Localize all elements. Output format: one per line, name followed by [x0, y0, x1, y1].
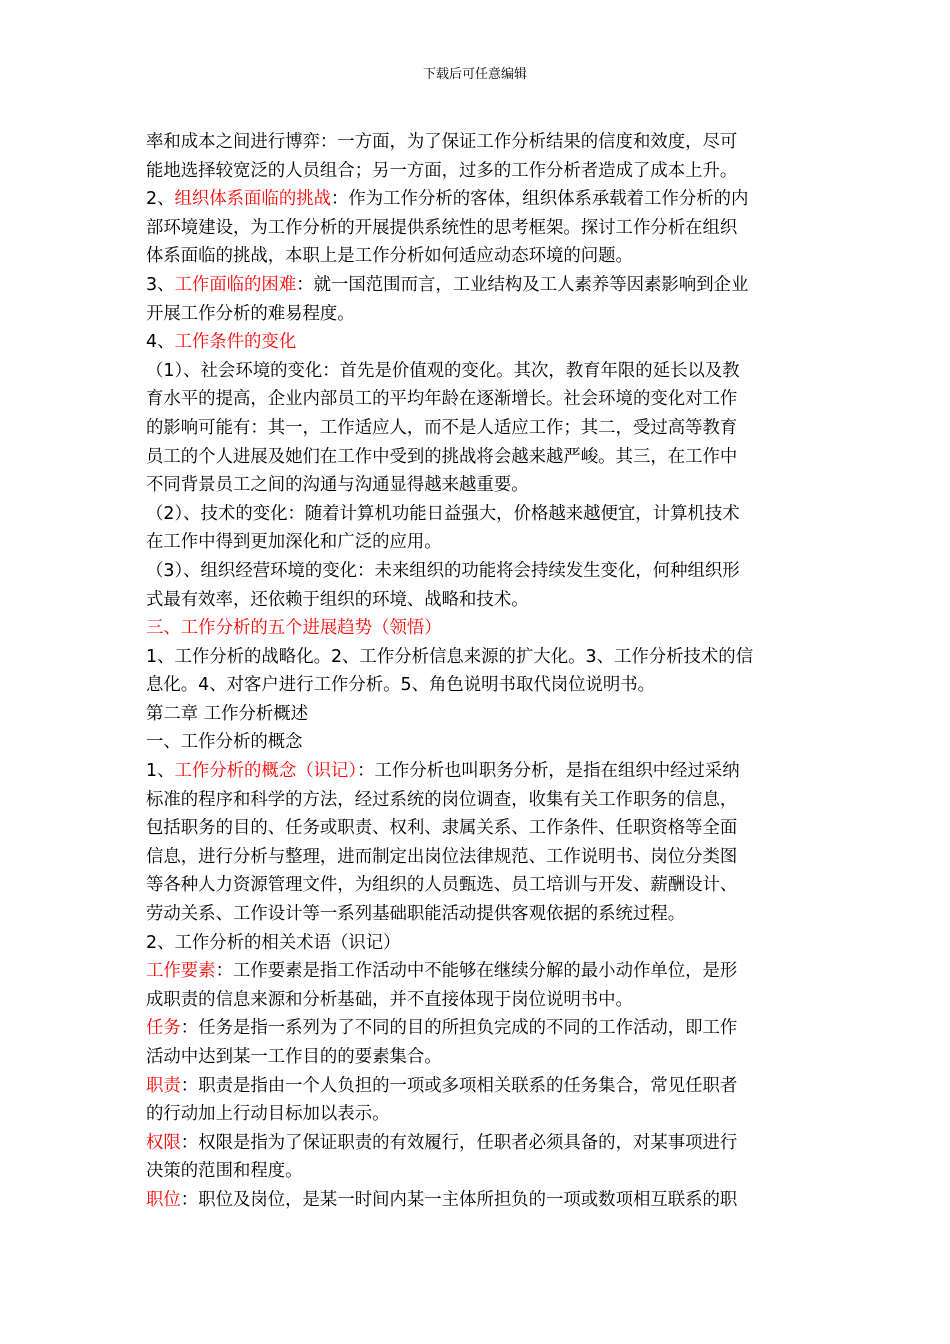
- text-segment: 体系面临的挑战，本职上是工作分析如何适应动态环境的问题。: [146, 246, 633, 267]
- text-line: [146, 185, 814, 214]
- text-line: [146, 900, 814, 929]
- text-segment: 部环境建设，为工作分析的开展提供系统性的思考框架。探讨工作分析在组织: [146, 217, 738, 238]
- text-segment: ：职位及岗位，是某一时间内某一主体所担负的一项或数项相互联系的职: [180, 1189, 738, 1210]
- highlighted-term: 三、工作分析的五个进展趋势（领悟）: [146, 618, 442, 639]
- highlighted-term: 职责: [146, 1075, 181, 1096]
- text-line: [146, 643, 814, 672]
- text-line: [146, 214, 814, 243]
- text-line: [146, 557, 814, 586]
- text-line: [146, 271, 814, 300]
- text-segment: 2、工作分析的相关术语（识记）: [146, 932, 401, 953]
- text-line: [146, 700, 814, 729]
- highlighted-term: 任务: [146, 1018, 181, 1039]
- highlighted-term: 组织体系面临的挑战: [174, 189, 331, 210]
- text-segment: ：工作要素是指工作活动中不能够在继续分解的最小动作单位，是形: [215, 961, 738, 982]
- text-line: [146, 528, 814, 557]
- text-line: [146, 757, 814, 786]
- text-line: [146, 300, 814, 329]
- text-line: [146, 871, 814, 900]
- text-line: [146, 586, 814, 615]
- text-segment: ：作为工作分析的客体，组织体系承载着工作分析的内: [331, 189, 749, 210]
- text-line: [146, 1014, 814, 1043]
- text-segment: 在工作中得到更加深化和广泛的应用。: [146, 532, 442, 553]
- text-line: [146, 1186, 814, 1215]
- text-segment: （1）、社会环境的变化：首先是价值观的变化。其次，教育年限的延长以及教: [146, 360, 740, 381]
- text-segment: 3、: [146, 274, 175, 295]
- text-segment: 一、工作分析的概念: [146, 732, 303, 753]
- text-segment: 决策的范围和程度。: [146, 1161, 303, 1182]
- text-segment: 能地选择较宽泛的人员组合；另一方面，过多的工作分析者造成了成本上升。: [146, 160, 738, 181]
- text-segment: 的影响可能有：其一，工作适应人，而不是人适应工作；其二，受过高等教育: [146, 417, 738, 438]
- text-line: [146, 1100, 814, 1129]
- text-segment: ：就一国范围而言，工业结构及工人素养等因素影响到企业: [296, 274, 749, 295]
- text-segment: 员工的个人进展及她们在工作中受到的挑战将会越来越严峻。其三，在工作中: [146, 446, 738, 467]
- text-line: [146, 328, 814, 357]
- text-segment: 活动中达到某一工作目的的要素集合。: [146, 1047, 442, 1067]
- text-line: [146, 843, 814, 872]
- text-line: [146, 814, 814, 843]
- text-line: [146, 1043, 814, 1072]
- text-line: [146, 1157, 814, 1186]
- text-line: [146, 242, 814, 271]
- text-line: [146, 414, 814, 443]
- text-line: [146, 786, 814, 815]
- text-line: [146, 957, 814, 986]
- text-segment: 2、: [146, 189, 175, 210]
- text-line: [146, 443, 814, 472]
- text-line: [146, 671, 814, 700]
- highlighted-term: 工作条件的变化: [174, 332, 297, 353]
- page-header: 下载后可任意编辑: [422, 67, 527, 82]
- text-segment: 式最有效率，还依赖于组织的环境、战略和技术。: [146, 589, 529, 610]
- text-segment: ：任务是指一系列为了不同的目的所担负完成的不同的工作活动，即工作: [180, 1018, 738, 1039]
- text-segment: 第二章 工作分析概述: [146, 703, 309, 724]
- text-segment: 4、: [146, 332, 175, 353]
- text-line: [146, 929, 814, 958]
- highlighted-term: 工作要素: [146, 961, 216, 982]
- text-line: [146, 157, 814, 186]
- text-segment: 成职责的信息来源和分析基础，并不直接体现于岗位说明书中。: [146, 989, 633, 1010]
- text-segment: ：权限是指为了保证职责的有效履行，任职者必须具备的，对某事项进行: [180, 1132, 738, 1153]
- text-line: [146, 986, 814, 1015]
- text-line: [146, 614, 814, 643]
- text-segment: 包括职务的目的、任务或职责、权利、隶属关系、工作条件、任职资格等全面: [146, 818, 738, 839]
- text-line: [146, 728, 814, 757]
- text-segment: 等各种人力资源管理文件，为组织的人员甄选、员工培训与开发、薪酬设计、: [146, 875, 738, 896]
- text-segment: ：工作分析也叫职务分析，是指在组织中经过采纳: [357, 761, 740, 782]
- highlighted-term: 职位: [146, 1189, 181, 1210]
- document-body: [146, 128, 814, 1215]
- highlighted-term: 工作面临的困难: [174, 274, 297, 295]
- highlighted-term: 工作分析的概念（识记）: [174, 761, 358, 782]
- text-line: [146, 1072, 814, 1101]
- text-line: [146, 471, 814, 500]
- highlighted-term: 权限: [146, 1132, 181, 1153]
- text-line: [146, 128, 814, 157]
- text-segment: 开展工作分析的难易程度。: [146, 303, 355, 324]
- text-segment: 标准的程序和科学的方法，经过系统的岗位调查，收集有关工作职务的信息，: [146, 789, 738, 810]
- text-line: [146, 385, 814, 414]
- text-segment: 率和成本之间进行博弈：一方面，为了保证工作分析结果的信度和效度，尽可: [146, 132, 738, 152]
- text-segment: 信息，进行分析与整理，进而制定出岗位法律规范、工作说明书、岗位分类图: [146, 846, 738, 867]
- text-line: [146, 357, 814, 386]
- text-segment: （2）、技术的变化：随着计算机功能日益强大，价格越来越便宜，计算机技术: [146, 503, 740, 524]
- text-segment: 不同背景员工之间的沟通与沟通显得越来越重要。: [146, 475, 529, 496]
- text-segment: 的行动加上行动目标加以表示。: [146, 1104, 390, 1125]
- text-segment: 育水平的提高，企业内部员工的平均年龄在逐渐增长。社会环境的变化对工作: [146, 389, 738, 410]
- text-line: [146, 500, 814, 529]
- text-line: [146, 1129, 814, 1158]
- text-segment: ：职责是指由一个人负担的一项或多项相关联系的任务集合，常见任职者: [180, 1075, 738, 1096]
- text-segment: 息化。4、对客户进行工作分析。5、角色说明书取代岗位说明书。: [146, 675, 656, 696]
- text-segment: （3）、组织经营环境的变化：未来组织的功能将会持续发生变化，何种组织形: [146, 560, 740, 581]
- text-segment: 1、工作分析的战略化。2、工作分析信息来源的扩大化。3、工作分析技术的信: [146, 646, 754, 667]
- text-segment: 劳动关系、工作设计等一系列基础职能活动提供客观依据的系统过程。: [146, 904, 686, 925]
- text-segment: 1、: [146, 761, 175, 782]
